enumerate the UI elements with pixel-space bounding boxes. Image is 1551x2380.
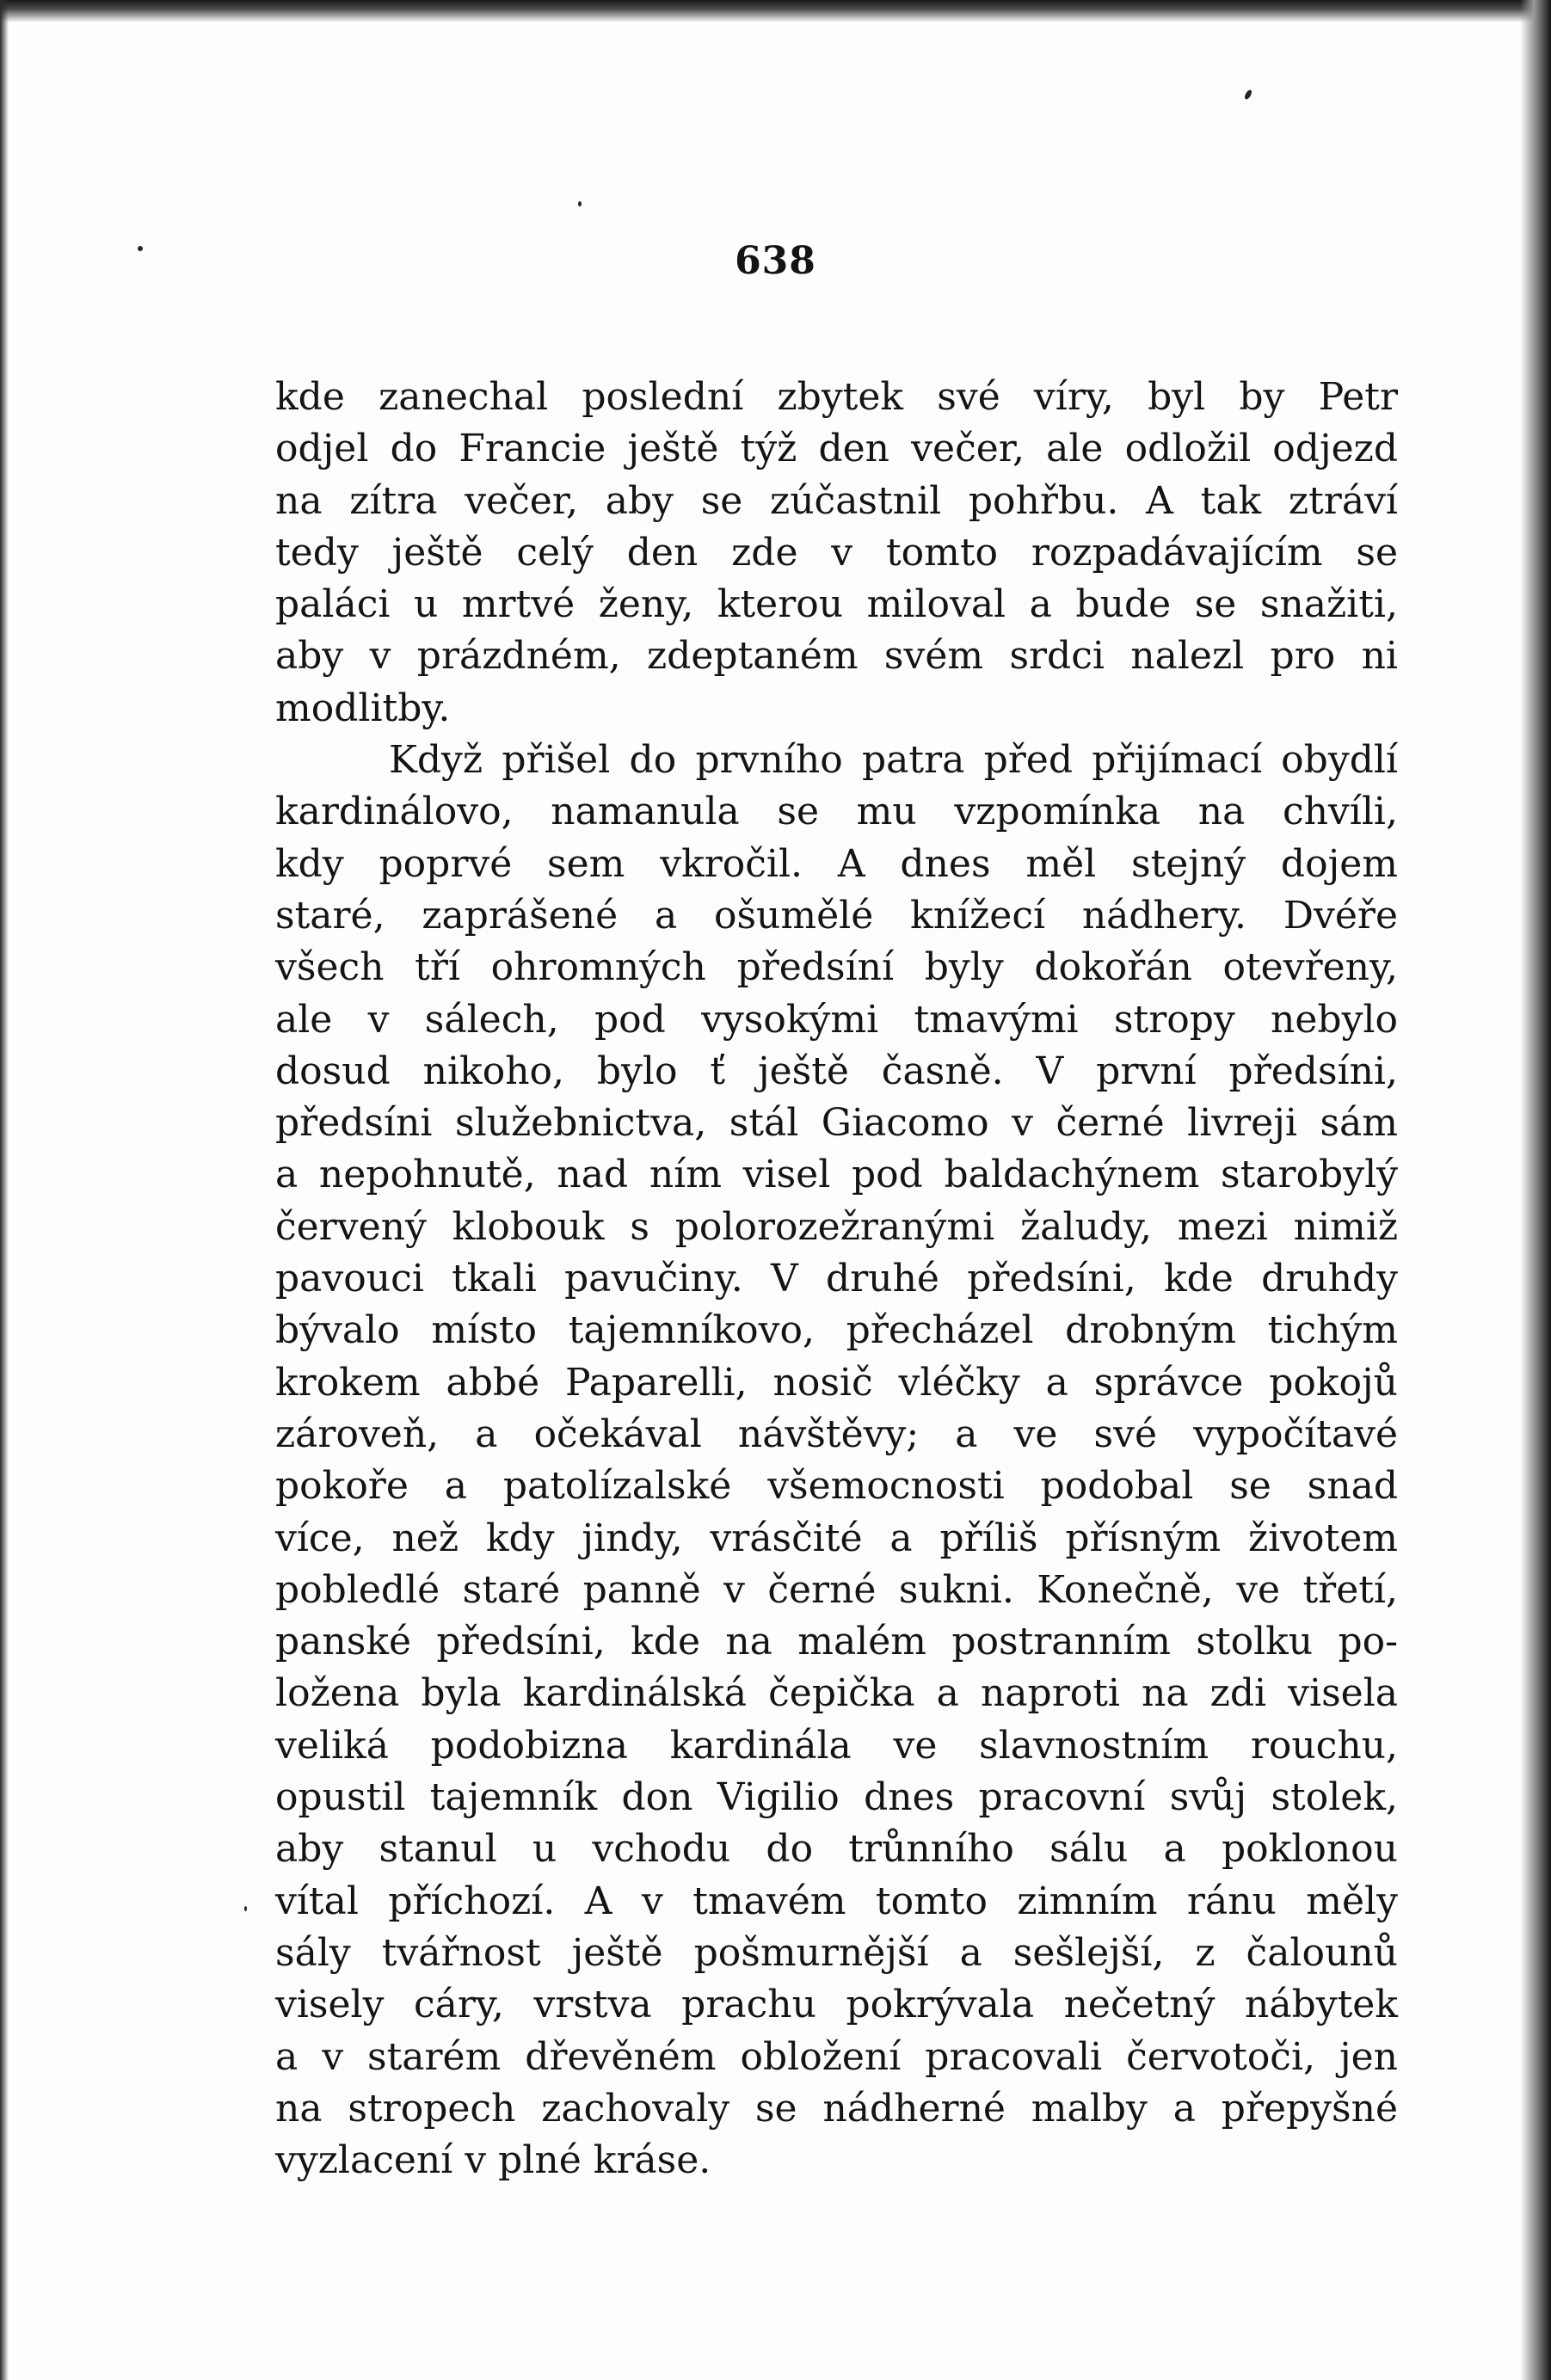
ink-speck xyxy=(578,201,582,206)
text-line: opustil tajemník don Vigilio dnes pracovní svůj stolek, xyxy=(275,1775,1398,1820)
text-line: paláci u mrtvé ženy, kterou miloval a bude se snažiti, xyxy=(275,582,1398,627)
text-line: veliká podobizna kardinála ve slavnostním rouchu, xyxy=(275,1723,1398,1768)
text-line: a nepohnutě, nad ním visel pod baldachýnem starobylý xyxy=(275,1153,1398,1197)
text-line: na stropech zachovaly se nádherné malby a přepyšné xyxy=(275,2086,1398,2131)
text-line: více, než kdy jindy, vrásčité a příliš přísným životem xyxy=(275,1516,1398,1560)
text-line: panské předsíni, kde na malém postranním stolku po- xyxy=(275,1620,1398,1664)
text-line: zároveň, a očekával návštěvy; a ve své vypočítavé xyxy=(275,1411,1398,1456)
body-text xyxy=(275,372,1398,2186)
text-line: červený klobouk s polorozežranými žaludy, mezi nimiž xyxy=(275,1204,1398,1249)
text-line: ale v sálech, pod vysokými tmavými stropy nebylo xyxy=(275,997,1398,1042)
text-line: ložena byla kardinálská čepička a naproti na zdi visela xyxy=(275,1671,1398,1716)
ink-speck xyxy=(244,1906,247,1911)
text-line: krokem abbé Paparelli, nosič vléčky a správce pokojů xyxy=(275,1360,1398,1405)
text-line: pobledlé staré panně v černé sukni. Konečně, ve třetí, xyxy=(275,1567,1398,1612)
scan-edge-right xyxy=(1520,0,1551,2380)
text-line: staré, zaprášené a ošumělé knížecí nádhery. Dvéře xyxy=(275,893,1398,938)
text-line: kde zanechal poslední zbytek své víry, byl by Petr xyxy=(275,375,1398,419)
text-line: předsíni služebnictva, stál Giacomo v černé livreji sám xyxy=(275,1101,1398,1146)
text-line: kardinálovo, namanula se mu vzpomínka na chvíli, xyxy=(275,790,1398,834)
text-line: aby v prázdném, zdeptaném svém srdci nalezl pro ni xyxy=(275,634,1398,679)
text-line: visely cáry, vrstva prachu pokrývala nečetný nábytek xyxy=(275,1983,1398,2027)
text-line: vyzlacení v plné kráse. xyxy=(275,2138,711,2183)
text-line: vítal příchozí. A v tmavém tomto zimním ránu měly xyxy=(275,1879,1398,1923)
text-line: dosud nikoho, bylo ť ještě časně. V první předsíni, xyxy=(275,1049,1398,1093)
scan-edge-left xyxy=(0,0,9,2380)
text-line: Když přišel do prvního patra před přijímací obydlí xyxy=(389,738,1398,783)
text-line: pavouci tkali pavučiny. V druhé předsíni, kde druhdy xyxy=(275,1257,1398,1301)
page-number: 638 xyxy=(735,239,816,283)
ink-speck xyxy=(1243,89,1252,100)
text-line: pokoře a patolízalské všemocnosti podobal se snad xyxy=(275,1464,1398,1509)
text-line: kdy poprvé sem vkročil. A dnes měl stejný dojem xyxy=(275,841,1398,886)
text-line: odjel do Francie ještě týž den večer, ale odložil odjezd xyxy=(275,427,1398,471)
text-line: všech tří ohromných předsíní byly dokořán otevřeny, xyxy=(275,945,1398,990)
text-line: aby stanul u vchodu do trůnního sálu a poklonou xyxy=(275,1827,1398,1872)
text-line: sály tvářnost ještě pošmurnější a sešlejší, z čalounů xyxy=(275,1930,1398,1975)
text-line: modlitby. xyxy=(275,686,451,730)
scan-edge-top xyxy=(0,0,1551,22)
text-line: na zítra večer, aby se zúčastnil pohřbu. A tak ztráví xyxy=(275,478,1398,523)
text-line: a v starém dřevěném obložení pracovali červotoči, jen xyxy=(275,2034,1398,2079)
text-line: tedy ještě celý den zde v tomto rozpadávajícím se xyxy=(275,530,1398,575)
text-line: bývalo místo tajemníkovo, přecházel drobným tichým xyxy=(275,1308,1398,1353)
